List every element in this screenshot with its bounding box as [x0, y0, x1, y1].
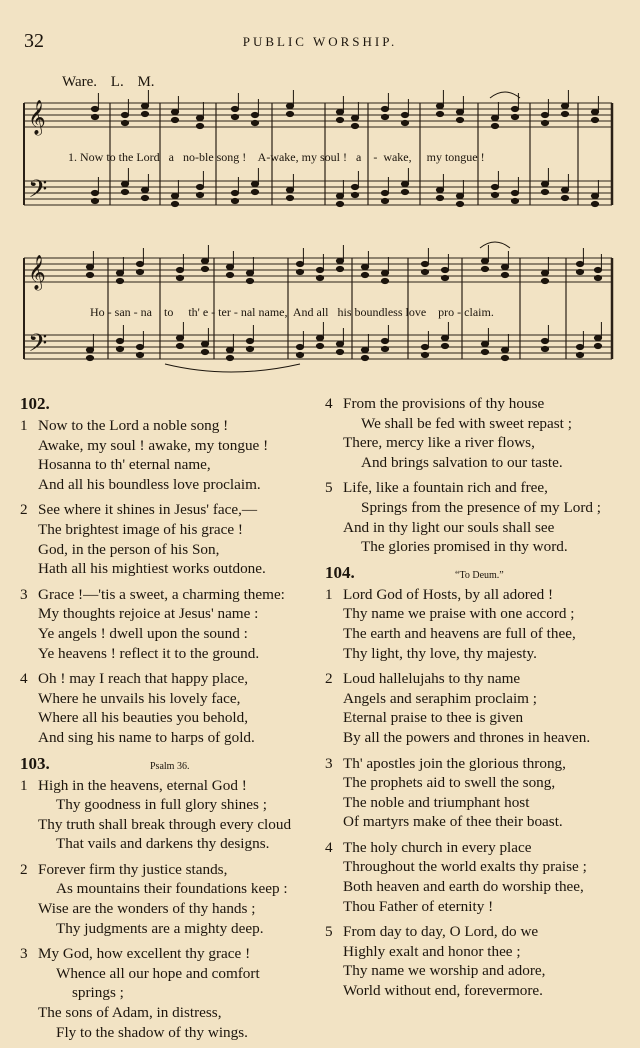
notehead: [226, 347, 233, 352]
verse-line: Ye angels ! dwell upon the sound :: [38, 624, 248, 642]
notehead: [171, 109, 178, 114]
lyric-syllable: ter: [218, 305, 231, 319]
notehead: [481, 266, 488, 271]
notehead: [136, 269, 143, 274]
notehead: [561, 187, 568, 192]
hymn-heading: [20, 394, 320, 416]
notehead: [441, 267, 448, 272]
notehead: [286, 187, 293, 192]
verse-line: High in the heavens, eternal God !: [38, 776, 247, 794]
notehead: [436, 111, 443, 116]
verse-line: Springs from the presence of my Lord ;: [361, 498, 601, 516]
notehead: [196, 192, 203, 197]
verse: [325, 585, 625, 663]
verse-line: Hath all his mightiest works outdone.: [38, 560, 266, 578]
notehead: [251, 181, 258, 186]
notehead: [421, 269, 428, 274]
verse: [325, 394, 625, 472]
notehead: [491, 192, 498, 197]
verse-line: From day to day, O Lord, do we: [343, 923, 539, 941]
notehead: [541, 346, 548, 351]
hymn-note: “To Deum.”: [455, 569, 504, 581]
verse-line: Loud hallelujahs to thy name: [343, 670, 521, 688]
tune-name: Ware.: [62, 74, 98, 90]
slur: [480, 242, 510, 248]
notehead: [251, 112, 258, 117]
notehead: [381, 278, 388, 283]
verse-line: Ye heavens ! reflect it to the ground.: [38, 644, 260, 662]
notehead: [336, 266, 343, 271]
notehead: [246, 270, 253, 275]
notehead: [136, 344, 143, 349]
notehead: [594, 343, 601, 348]
notehead: [316, 343, 323, 348]
notehead: [421, 352, 428, 357]
notehead: [116, 346, 123, 351]
hymn-number: 104.: [325, 562, 355, 582]
verse-line: See where it shines in Jesus' face,—: [38, 501, 258, 519]
notehead: [594, 335, 601, 340]
notehead: [591, 193, 598, 198]
notehead: [456, 117, 463, 122]
bar-lines: [24, 103, 612, 359]
verse-line: Now to the Lord a noble song !: [38, 417, 229, 434]
notehead: [316, 275, 323, 280]
notehead: [481, 349, 488, 354]
notehead: [121, 112, 128, 117]
slur: [165, 364, 300, 372]
verse-line: Angels and seraphim proclaim ;: [343, 689, 538, 707]
notes: [86, 90, 601, 372]
staff-lines: [24, 103, 612, 359]
notehead: [86, 355, 93, 360]
lyric-syllable: nal name,: [240, 305, 288, 319]
lyric-syllable: a: [168, 150, 174, 164]
notehead: [456, 201, 463, 206]
verse-line: Of martyrs make of thee their boast.: [343, 813, 563, 831]
notehead: [576, 269, 583, 274]
verse-line: Thy truth shall break through every cloud: [38, 815, 292, 833]
verse-line: The noble and triumphant host: [343, 793, 530, 811]
lyric-syllable: pro: [438, 305, 455, 319]
notehead: [441, 335, 448, 340]
notehead: [116, 278, 123, 283]
notehead: [541, 112, 548, 117]
verse-line: The sons of Adam, in distress,: [38, 1004, 222, 1022]
lyric-syllable: A-wake, my soul !: [257, 150, 347, 164]
notehead: [296, 352, 303, 357]
lyric-syllable: -: [211, 305, 216, 319]
notehead: [381, 338, 388, 343]
notehead: [541, 338, 548, 343]
left-column: [20, 394, 320, 1048]
verse-line: As mountains their foundations keep :: [56, 880, 288, 898]
notehead: [481, 258, 488, 263]
verse-line: Awake, my soul ! awake, my tongue !: [38, 436, 269, 454]
verse-line: My thoughts rejoice at Jesus' name :: [38, 605, 259, 623]
clefs: [28, 100, 47, 364]
verse-line: My God, how excellent thy grace !: [38, 945, 251, 963]
notehead: [336, 109, 343, 114]
notehead: [316, 267, 323, 272]
lyric-syllable: -: [373, 150, 378, 164]
notehead: [91, 190, 98, 195]
lyric-syllable: to: [164, 305, 174, 319]
lyric-syllable: claim.: [464, 305, 494, 319]
notehead: [136, 352, 143, 357]
verse: [20, 860, 320, 938]
notehead: [86, 264, 93, 269]
verse: [325, 838, 625, 916]
notehead: [286, 103, 293, 108]
verse-line: By all the powers and thrones in heaven.: [343, 728, 591, 746]
notehead: [116, 270, 123, 275]
verse-line: The prophets aid to swell the song,: [343, 774, 556, 792]
clef: 𝄢: [28, 175, 48, 210]
notehead: [491, 184, 498, 189]
verse-number: 1: [325, 585, 333, 603]
notehead: [141, 195, 148, 200]
hymn-heading: [325, 563, 625, 585]
notehead: [336, 193, 343, 198]
notehead: [86, 272, 93, 277]
notehead: [171, 117, 178, 122]
notehead: [441, 343, 448, 348]
verse-line: And all his boundless love proclaim.: [38, 475, 261, 493]
notehead: [401, 181, 408, 186]
notehead: [561, 111, 568, 116]
verse-number: 2: [20, 860, 28, 878]
notehead: [576, 261, 583, 266]
notehead: [226, 355, 233, 360]
notehead: [511, 106, 518, 111]
notehead: [91, 106, 98, 111]
notehead: [381, 106, 388, 111]
notehead: [141, 187, 148, 192]
notehead: [196, 184, 203, 189]
notehead: [246, 338, 253, 343]
verse-line: Lord God of Hosts, by all adored !: [343, 585, 554, 603]
verse-line: Thy name we worship and adore,: [343, 962, 546, 980]
verse-line: We shall be fed with sweet repast ;: [361, 414, 572, 432]
notehead: [361, 272, 368, 277]
hymn-number: 102.: [20, 394, 50, 413]
lyric-line-2: [90, 305, 494, 320]
notehead: [594, 267, 601, 272]
notehead: [351, 115, 358, 120]
clef: 𝄢: [28, 329, 48, 364]
lyric-syllable: -: [233, 305, 238, 319]
tune-meter: L. M.: [110, 74, 155, 90]
notehead: [201, 349, 208, 354]
verse-line: Whence all our hope and comfort: [56, 964, 260, 982]
verse-line: Thy name we praise with one accord ;: [343, 605, 575, 623]
verse: [20, 585, 320, 663]
notehead: [401, 189, 408, 194]
verse-number: 1: [20, 776, 28, 794]
page-number: 32: [24, 30, 44, 52]
verse-line: Where he unvails his lovely face,: [38, 689, 241, 707]
notehead: [296, 261, 303, 266]
verse-line: Thy goodness in full glory shines ;: [56, 796, 267, 814]
notehead: [251, 120, 258, 125]
notehead: [541, 270, 548, 275]
verse: [20, 500, 320, 578]
verse-line: That vails and darkens thy designs.: [56, 835, 270, 853]
notehead: [501, 347, 508, 352]
verse: [325, 754, 625, 832]
notehead: [541, 278, 548, 283]
notehead: [231, 114, 238, 119]
notehead: [336, 117, 343, 122]
notehead: [251, 189, 258, 194]
notehead: [421, 344, 428, 349]
lyric-syllable: no-ble song !: [182, 150, 247, 164]
notehead: [511, 190, 518, 195]
notehead: [381, 198, 388, 203]
notehead: [561, 103, 568, 108]
notehead: [246, 346, 253, 351]
verse-line: Forever firm thy justice stands,: [38, 860, 228, 878]
verse-line: And in thy light our souls shall see: [343, 518, 555, 536]
verse-line: The brightest image of his grace !: [38, 520, 243, 538]
notehead: [176, 275, 183, 280]
notehead: [86, 347, 93, 352]
notehead: [456, 193, 463, 198]
notehead: [91, 198, 98, 203]
notehead: [576, 352, 583, 357]
verse: [20, 669, 320, 747]
lyric-syllable: his boundless love: [337, 305, 427, 319]
verse-line: Where all his beauties you behold,: [38, 709, 249, 727]
notehead: [336, 349, 343, 354]
notehead: [541, 120, 548, 125]
verse-line: Highly exalt and honor thee ;: [343, 942, 521, 960]
verse-line: Throughout the world exalts thy praise ;: [343, 858, 587, 876]
notehead: [336, 341, 343, 346]
lyric-syllable: 1. Now to the Lord: [68, 150, 160, 164]
notehead: [296, 344, 303, 349]
lyric-syllable: -: [107, 305, 112, 319]
notehead: [196, 123, 203, 128]
notehead: [511, 198, 518, 203]
notehead: [351, 123, 358, 128]
notehead: [116, 338, 123, 343]
verse-number: 2: [325, 670, 333, 688]
verse-line: Life, like a fountain rich and free,: [343, 479, 548, 497]
notehead: [231, 190, 238, 195]
notehead: [491, 115, 498, 120]
notehead: [594, 275, 601, 280]
clef: 𝄞: [28, 100, 46, 135]
verse-number: 4: [20, 670, 28, 688]
music-score: [0, 0, 640, 380]
right-column: [325, 394, 625, 1007]
verse: [20, 944, 320, 1042]
lyric-syllable: na: [140, 305, 152, 319]
notehead: [171, 201, 178, 206]
slur: [490, 92, 520, 98]
notehead: [381, 190, 388, 195]
verse-line: And brings salvation to our taste.: [361, 453, 563, 471]
notehead: [296, 269, 303, 274]
lyric-syllable: san: [114, 305, 131, 319]
notehead: [381, 114, 388, 119]
notehead: [246, 278, 253, 283]
notehead: [196, 115, 203, 120]
verse-number: 3: [20, 585, 28, 603]
verse-number: 3: [325, 754, 333, 772]
notehead: [501, 264, 508, 269]
notehead: [421, 261, 428, 266]
notehead: [501, 272, 508, 277]
hymn-heading: [20, 754, 320, 776]
verse-line: Thy judgments are a mighty deep.: [56, 919, 264, 937]
lyric-syllable: Ho: [90, 305, 105, 319]
verse-number: 3: [20, 945, 28, 963]
verse: [325, 478, 625, 556]
notehead: [351, 184, 358, 189]
verse-line: Grace !—'tis a sweet, a charming theme:: [38, 585, 285, 603]
verse-line: Both heaven and earth do worship thee,: [343, 878, 584, 896]
notehead: [136, 261, 143, 266]
notehead: [121, 189, 128, 194]
notehead: [361, 347, 368, 352]
notehead: [361, 355, 368, 360]
notehead: [401, 120, 408, 125]
clef: 𝄞: [28, 255, 46, 290]
notehead: [201, 258, 208, 263]
notehead: [286, 111, 293, 116]
notehead: [351, 192, 358, 197]
notehead: [591, 109, 598, 114]
verse: [325, 922, 625, 1000]
notehead: [121, 181, 128, 186]
notehead: [591, 117, 598, 122]
notehead: [231, 198, 238, 203]
verse: [20, 776, 320, 854]
verse-line: The holy church in every place: [343, 838, 532, 856]
notehead: [201, 341, 208, 346]
notehead: [481, 341, 488, 346]
verse: [325, 669, 625, 747]
verse-line: Oh ! may I reach that happy place,: [38, 670, 248, 688]
notehead: [361, 264, 368, 269]
notehead: [176, 335, 183, 340]
verse-line: There, mercy like a river flows,: [343, 434, 535, 452]
verse-line: God, in the person of his Son,: [38, 540, 220, 558]
notehead: [171, 193, 178, 198]
lyric-syllable: And all: [292, 305, 329, 319]
verse-line: Wise are the wonders of thy hands ;: [38, 900, 256, 918]
lyric-syllable: my tongue !: [426, 150, 485, 164]
notehead: [141, 103, 148, 108]
notehead: [381, 346, 388, 351]
notehead: [381, 270, 388, 275]
notehead: [501, 355, 508, 360]
verse-line: From the provisions of thy house: [343, 395, 545, 412]
hymn-number: 103.: [20, 753, 50, 773]
notehead: [121, 120, 128, 125]
notehead: [231, 106, 238, 111]
verse-line: springs ;: [72, 984, 124, 1002]
notehead: [316, 335, 323, 340]
lyric-syllable: wake,: [383, 150, 412, 164]
notehead: [201, 266, 208, 271]
notehead: [141, 111, 148, 116]
lyric-syllable: a: [355, 150, 362, 164]
notehead: [456, 109, 463, 114]
verse-number: 1: [20, 417, 28, 434]
notehead: [441, 275, 448, 280]
lyric-syllable: -: [133, 305, 138, 319]
hymn-note: Psalm 36.: [150, 760, 190, 772]
notehead: [226, 272, 233, 277]
notehead: [401, 112, 408, 117]
verse-line: Hosanna to th' eternal name,: [38, 456, 211, 474]
notehead: [91, 114, 98, 119]
notehead: [436, 103, 443, 108]
notehead: [226, 264, 233, 269]
lyric-syllable: -: [457, 305, 462, 319]
verse-line: Fly to the shadow of thy wings.: [56, 1023, 248, 1041]
notehead: [286, 195, 293, 200]
notehead: [336, 258, 343, 263]
notehead: [511, 114, 518, 119]
verse-line: World without end, forevermore.: [343, 982, 543, 1000]
notehead: [176, 343, 183, 348]
lyric-line-1: [68, 150, 485, 165]
verse-line: Thy light, thy love, thy majesty.: [343, 644, 537, 662]
lyric-syllable: th' e: [188, 305, 209, 319]
verse-number: 5: [325, 479, 333, 497]
verse-line: The glories promised in thy word.: [361, 538, 568, 556]
verse-number: 2: [20, 501, 28, 519]
verse-line: Th' apostles join the glorious throng,: [343, 754, 566, 772]
notehead: [436, 187, 443, 192]
notehead: [436, 195, 443, 200]
verse-line: Eternal praise to thee is given: [343, 709, 524, 727]
notehead: [491, 123, 498, 128]
notehead: [176, 267, 183, 272]
notehead: [541, 181, 548, 186]
running-head: PUBLIC WORSHIP.: [242, 34, 398, 49]
notehead: [541, 189, 548, 194]
verse-line: And sing his name to harps of gold.: [38, 728, 255, 746]
notehead: [591, 201, 598, 206]
verse: [20, 416, 320, 494]
verse-line: Thou Father of eternity !: [343, 897, 494, 915]
verse-line: The earth and heavens are full of thee,: [343, 624, 576, 642]
notehead: [336, 201, 343, 206]
verse-number: 5: [325, 923, 333, 941]
notehead: [561, 195, 568, 200]
verse-number: 4: [325, 838, 333, 856]
verse-number: 4: [325, 395, 333, 412]
notehead: [576, 344, 583, 349]
